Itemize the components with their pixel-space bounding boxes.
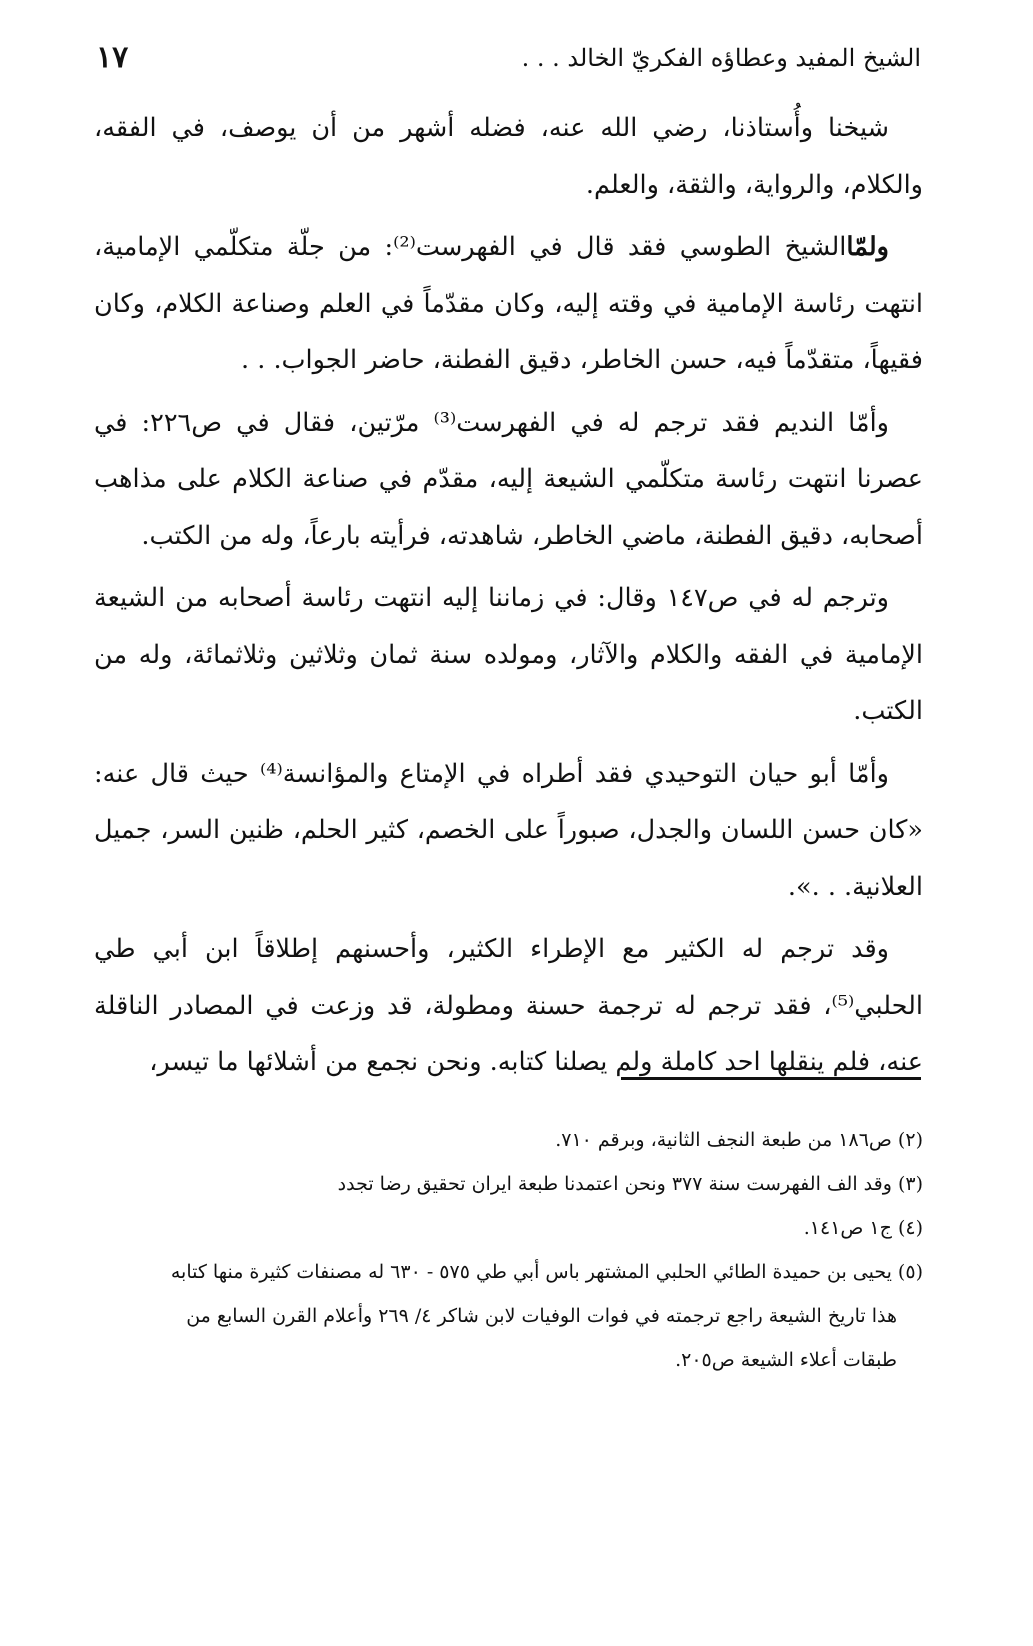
page-number: ١٧ [96,40,129,75]
paragraph-6: وقد ترجم له الكثير مع الإطراء الكثير، وأحسنهم إطلاقاً ابن أبي طي الحلبي⁽⁵⁾، فقد ترجم له ترجمة حسنة ومطولة، قد وزعت في المصادر الناقلة عنه، فلم ينقلها احد كاملة ولم يصلنا كتابه. ونحن نجمع من أشلائها ما تيسر، [94,934,923,1077]
paragraph-2-text: الشيخ الطوسي فقد قال في الفهرست⁽²⁾: من جلّة متكلّمي الإمامية، انتهت رئاسة الإمامية في وقته إليه، وكان مقدّماً في العلم وصناعة الكلام، وكان فقيهاً، متقدّماً فيه، حسن الخاطر، دقيق الفطنة، حاضر الجواب. . . [94,232,923,375]
main-text [94,100,923,1091]
footnote-2: (٢) ص١٨٦ من طبعة النجف الثانية، وبرقم ٧١٠. [555,1129,923,1151]
paragraph-5: وأمّا أبو حيان التوحيدي فقد أطراه في الإمتاع والمؤانسة⁽⁴⁾ حيث قال عنه: «كان حسن اللسان والجدل، صبوراً على الخصم، كثير الحلم، ظنين السر، جميل العلانية. . .». [94,758,923,902]
paragraph-1: شيخنا وأُستاذنا، رضي الله عنه، فضله أشهر من أن يوصف، في الفقه، والكلام، والرواية، والثقة، والعلم. [94,113,923,200]
paragraph-4: وترجم له في ص١٤٧ وقال: في زماننا إليه انتهت رئاسة أصحابه من الشيعة الإمامية في الفقه والكلام والآثار، ومولده سنة ثمان وثلاثين وثلاثمائة، وله من الكتب. [94,583,923,726]
running-title: الشيخ المفيد وعطاؤه الفكريّ الخالد . . . [521,44,921,72]
page-header [96,40,921,84]
footnote-3: (٣) وقد الف الفهرست سنة ٣٧٧ ونحن اعتمدنا طبعة ايران تحقيق رضا تجدد [337,1173,923,1195]
footnote-5-continued: هذا تاريخ الشيعة راجع ترجمته في فوات الوفيات لابن شاكر ٤/ ٢٦٩ وأعلام القرن السابع من [186,1305,897,1327]
paragraph-2-bold-lead: ولمّا [846,232,889,262]
paragraph-2 [94,219,923,389]
paragraph-3: وأمّا النديم فقد ترجم له في الفهرست⁽³⁾ مرّتين، فقال في ص٢٢٦: في عصرنا انتهت رئاسة متكلّمي الشيعة إليه، مقدّم في صناعة الكلام على مذاهب أصحابه، دقيق الفطنة، ماضي الخاطر، شاهدته، فرأيته بارعاً، وله من الكتب. [94,407,923,551]
footnote-5: (٥) يحيى بن حميدة الطائي الحلبي المشتهر باس أبي طي ٥٧٥ - ٦٣٠ له مصنفات كثيرة منها كتابه [170,1261,923,1283]
footnote-4: (٤) ج١ ص١٤١. [803,1217,923,1239]
footnotes [94,1118,923,1382]
footnote-5-continued-2: طبقات أعلاء الشيعة ص٢٠٥. [675,1349,897,1371]
footnote-separator [621,1077,921,1080]
